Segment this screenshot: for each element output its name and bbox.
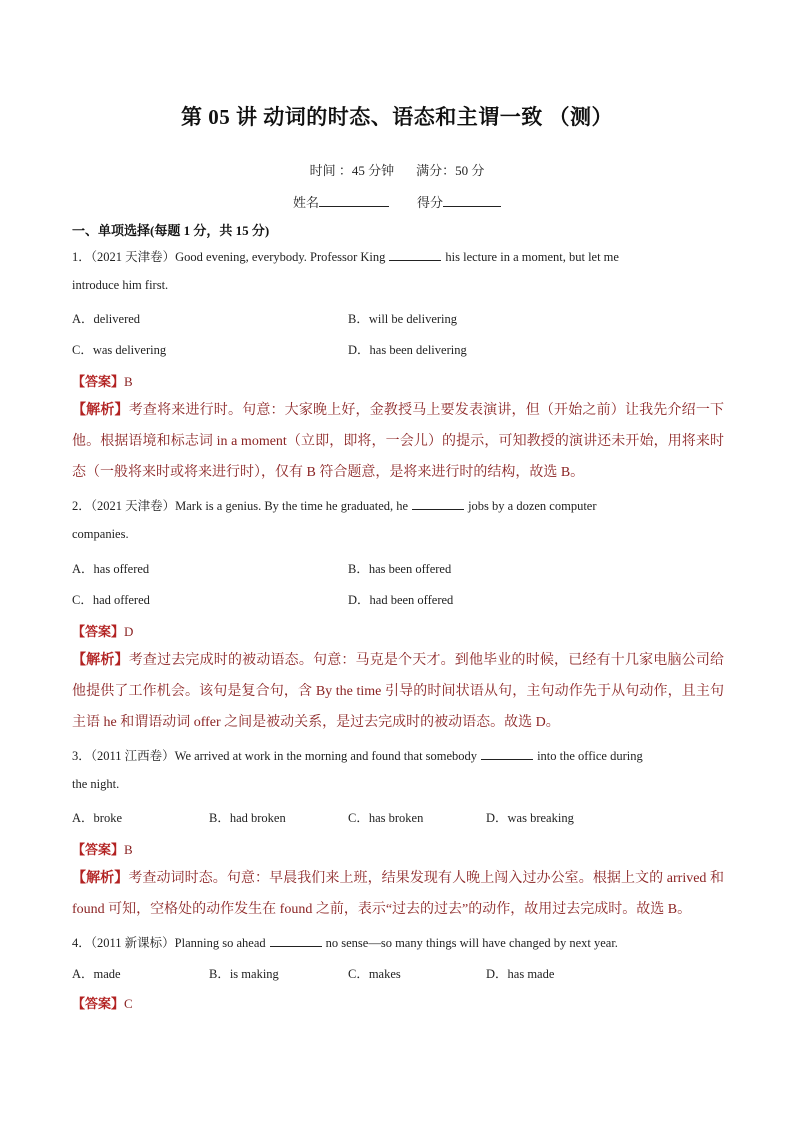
question-4-text-a: 4．（2011 新课标）Planning so ahead [72,936,266,950]
option-c: C．was delivering [72,343,167,357]
option-b: B．will be delivering [348,312,458,326]
answer-blank [481,748,533,760]
question-3-text-a: 3．（2011 江西卷）We arrived at work in the morning and found that somebody [72,749,478,763]
score-got-label: 得分 [417,195,444,210]
option-b: B．is making [209,967,279,981]
option-b: B．had broken [209,811,286,825]
section-title: 一、单项选择(每题 1 分，共 15 分) [72,223,270,238]
explanation-text: 考查动词时态。句意：早晨我们来上班，结果发现有人晚上闯入过办公室。根据上文的 arrived 和 found 可知，空格处的动作发生在 found 之前，表示“过去的过去”的动作，故用过去完成时。故选 B。 [72,871,725,917]
answer-blank [389,249,441,261]
question-2-text-a: 2．（2021 天津卷）Mark is a genius. By the time he graduated, he [72,499,409,513]
question-2-stem-cont: companies. [72,527,129,541]
question-3-text-b: into the office during [537,749,643,763]
option-d: D．has made [486,967,555,981]
question-1-stem [72,247,619,265]
option-a: A．has offered [72,562,150,576]
question-4-answer [72,993,133,1012]
question-3-stem [72,746,643,764]
question-1-explanation [72,395,724,488]
question-4-text-b: no sense—so many things will have changed by next year. [325,936,618,950]
score-label: 满分：50 分 [416,163,485,178]
name-label: 姓名 [292,195,319,210]
explanation-text: 考查将来进行时。句意：大家晚上好，金教授马上要发表演讲，但（开始之前）让我先介绍一下他。根据语境和标志词 in a moment（立即，即将，一会儿）的提示，可知教授的演讲还未开始，用将来时态（一般将来时或将来进行时），仅有 B 符合题意，是将来进行时的结构，故选 B。 [72,403,725,480]
option-d: D．was breaking [486,811,574,825]
page-title: 第 05 讲 动词的时态、语态和主谓一致 （测） [181,105,613,129]
time-label: 时间 ：45 分钟 [309,163,395,178]
option-c: C．had offered [72,593,150,607]
exam-info [0,160,794,179]
question-1-answer [72,371,133,390]
question-2-answer [72,621,133,640]
question-3-answer [72,839,133,858]
question-2-stem [72,496,597,514]
option-a: A．broke [72,811,122,825]
question-3-explanation [72,863,724,925]
answer-value: B [124,374,133,389]
student-info [0,192,794,211]
answer-value: C [124,996,133,1011]
question-1-text-a: 1．（2021 天津卷）Good evening, everybody. Professor King [72,250,386,264]
option-c: C．has broken [348,811,424,825]
question-2-explanation [72,645,724,738]
question-4-stem [72,933,618,951]
score-blank [443,195,501,207]
answer-value: D [124,624,134,639]
question-1-text-b: his lecture in a moment, but let me [445,250,619,264]
explanation-tag: 【解析】 [72,653,129,668]
name-blank [319,195,389,207]
option-a: A．delivered [72,312,141,326]
option-c: C．makes [348,967,401,981]
answer-tag: 【答案】 [72,624,125,639]
answer-blank [270,935,322,947]
answer-blank [412,498,464,510]
option-d: D．has been delivering [348,343,467,357]
answer-tag: 【答案】 [72,374,125,389]
explanation-text: 考查过去完成时的被动语态。句意：马克是个天才。到他毕业的时候，已经有十几家电脑公司给他提供了工作机会。该句是复合句，含 By the time 引导的时间状语从句，主句动作先于从句动作，且主句主语 he 和谓语动词 offer 之间是被动关系，是过去完成时的被动语态。故选 D。 [72,653,725,730]
option-a: A．made [72,967,121,981]
answer-tag: 【答案】 [72,996,125,1011]
question-2-text-b: jobs by a dozen computer [468,499,597,513]
answer-value: B [124,842,133,857]
question-1-stem-cont: introduce him first. [72,278,169,292]
option-d: D．had been offered [348,593,454,607]
question-3-stem-cont: the night. [72,777,120,791]
answer-tag: 【答案】 [72,842,125,857]
explanation-tag: 【解析】 [72,871,129,886]
option-b: B．has been offered [348,562,452,576]
explanation-tag: 【解析】 [72,403,129,418]
